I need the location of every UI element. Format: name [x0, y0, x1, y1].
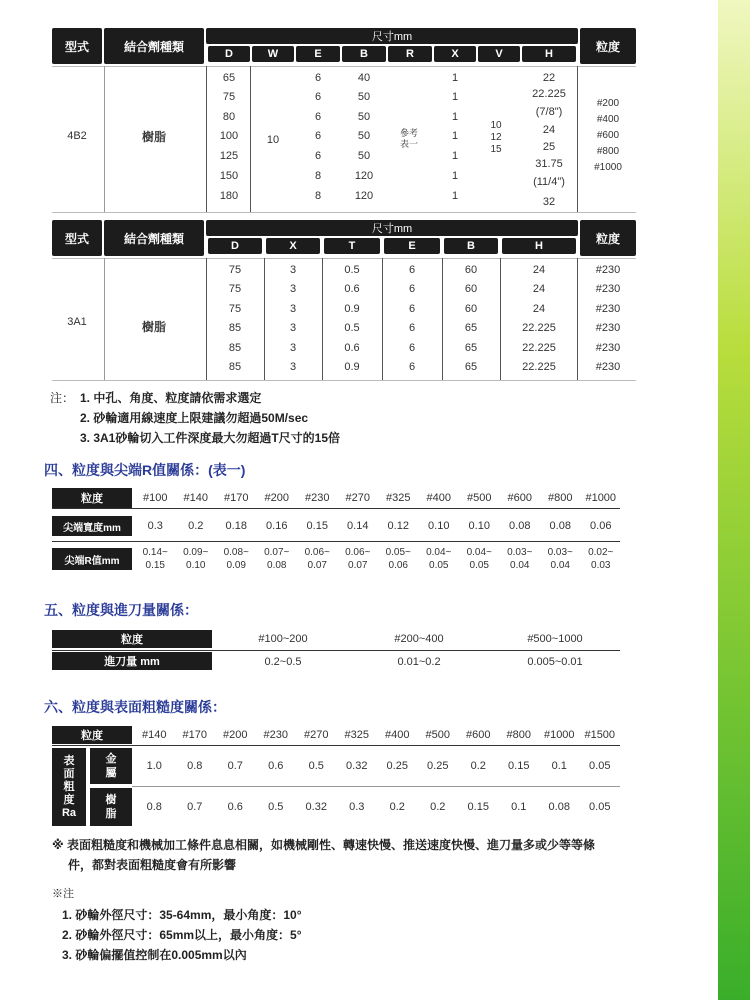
metal-roughness-value: 0.1	[551, 760, 567, 772]
metal-roughness-value: 0.25	[386, 760, 408, 772]
grit-value: #140	[142, 729, 167, 741]
grit-value: #500	[425, 729, 450, 741]
notes-label: ※注	[52, 887, 74, 900]
cell-d: 85	[228, 361, 242, 373]
label-char: 面	[63, 767, 75, 780]
cell-e: 6	[314, 91, 322, 103]
tip-radius-label: 尖端R值mm	[52, 548, 132, 570]
tip-radius-range-end: 0.04	[510, 560, 530, 571]
cell-d: 75	[228, 264, 242, 276]
tip-width-value: 0.12	[387, 520, 409, 532]
divider	[52, 212, 636, 213]
grit-value: #500	[467, 492, 492, 504]
cell-d: 100	[219, 130, 239, 142]
tip-radius-value	[257, 546, 298, 572]
cell-d: 75	[222, 91, 236, 103]
grit-list	[580, 96, 636, 176]
tip-radius-range-end: 0.10	[186, 560, 206, 571]
cell-x: 3	[289, 322, 297, 335]
metal-roughness-value: 1.0	[146, 760, 162, 772]
tip-radius-value	[540, 546, 581, 572]
note-item: 2. 砂輪適用線速度上限建議勿超過50M/sec	[80, 411, 309, 425]
grit-value: #200	[264, 492, 289, 504]
cell-b: 60	[464, 283, 478, 296]
grit-value: #100	[143, 492, 168, 504]
grit-value: #1000	[585, 492, 617, 504]
tip-radius-range-end: 0.07	[348, 560, 368, 571]
green-side-bar	[718, 0, 750, 1000]
dimension-subheader: H	[522, 46, 576, 62]
resin-roughness-value: 0.15	[467, 801, 489, 813]
grit-value: #230	[305, 492, 330, 504]
cell-e: 8	[314, 190, 322, 202]
tip-radius-value	[176, 546, 217, 572]
tip-radius-range-end: 0.03	[591, 560, 611, 571]
cell-t: 0.5	[344, 264, 360, 276]
divider	[577, 258, 578, 380]
section-title: 六、粒度與表面粗糙度關係：	[44, 699, 226, 715]
divider	[52, 258, 636, 259]
cell-b: 120	[354, 170, 374, 182]
label-char: 度	[63, 793, 75, 806]
cell-d: 75	[228, 302, 242, 315]
cell-d: 65	[222, 72, 236, 84]
cell-h: 22	[542, 72, 556, 84]
resin-roughness-value: 0.1	[511, 801, 527, 813]
tip-width-value: 0.10	[428, 520, 450, 532]
grit-value: #140	[183, 492, 208, 504]
tip-radius-range-start: 0.07~	[264, 547, 290, 558]
cell-h: (11/4")	[533, 176, 565, 188]
grit-value: #600	[507, 492, 532, 504]
dimension-subheader: R	[388, 46, 432, 62]
grit-value: #400	[426, 492, 451, 504]
cell-e: 6	[408, 283, 416, 296]
grit-value: #800	[506, 729, 531, 741]
grit-value: #800	[596, 146, 620, 157]
tip-width-value: 0.3	[147, 520, 163, 532]
cell-h: 31.75	[535, 158, 563, 170]
remark-line: 件，都對表面粗糙度會有所影響	[68, 858, 237, 872]
cell-b: 40	[357, 72, 371, 84]
cell-b: 50	[357, 130, 371, 142]
grit-value: #1000	[543, 729, 575, 741]
grit-value: #600	[466, 729, 491, 741]
cell-grit: #230	[595, 341, 621, 354]
cell-b: 65	[464, 341, 478, 354]
divider	[52, 650, 620, 651]
cell-b: 60	[464, 302, 478, 315]
tip-width-value: 0.10	[468, 520, 490, 532]
cell-d: 85	[228, 341, 242, 354]
cell-e: 6	[408, 302, 416, 315]
tip-radius-value	[135, 546, 176, 572]
cell-d: 125	[219, 150, 239, 162]
cell-t: 0.9	[344, 361, 360, 373]
cell-e: 6	[314, 111, 322, 123]
grit-value: #200	[223, 729, 248, 741]
cell-grit: #230	[595, 302, 621, 315]
col-header-dimension: 尺寸mm	[206, 28, 578, 44]
grit-label: 粒度	[52, 726, 132, 744]
cell-h: 24	[542, 124, 556, 136]
divider	[52, 380, 636, 381]
note-item: 1. 砂輪外徑尺寸：35-64mm，最小角度：10°	[62, 908, 302, 922]
resin-roughness-value: 0.2	[389, 801, 405, 813]
grit-value: #270	[345, 492, 370, 504]
cell-d: 75	[228, 283, 242, 296]
resin-roughness-value: 0.2	[430, 801, 446, 813]
cell-h: 24	[532, 283, 546, 296]
tip-width-value: 0.16	[266, 520, 288, 532]
dimension-subheader: E	[384, 238, 440, 254]
cell-h: 22.225	[522, 341, 556, 354]
cell-d: 180	[219, 190, 239, 202]
cell-e: 6	[408, 341, 416, 354]
grit-value: #170	[224, 492, 249, 504]
cell-h: 22.225	[522, 322, 556, 335]
label-char: 脂	[105, 808, 117, 820]
remark-line: ※ 表面粗糙度和機械加工條件息息相關，如機械剛性、轉速快慢、推送速度快慢、進刀量多或少等等條	[52, 838, 596, 852]
dimension-subheader: B	[342, 46, 386, 62]
cell-e: 6	[408, 322, 416, 335]
tip-radius-range-start: 0.03~	[547, 547, 573, 558]
grit-value: #270	[304, 729, 329, 741]
tip-width-value: 0.06	[590, 520, 612, 532]
divider	[322, 258, 323, 380]
grit-value: #230	[263, 729, 288, 741]
col-header-grit: 粒度	[580, 220, 636, 256]
divider	[52, 508, 620, 509]
cell-h: (7/8")	[535, 106, 563, 118]
dimension-subheader: H	[502, 238, 576, 254]
tip-width-value: 0.08	[509, 520, 531, 532]
label-char: 表	[63, 754, 75, 767]
tip-radius-range-start: 0.04~	[426, 547, 452, 558]
cell-t: 0.9	[344, 302, 360, 315]
tip-width-value: 0.2	[188, 520, 204, 532]
cell-grit: #230	[595, 283, 621, 296]
resin-roughness-value: 0.32	[305, 801, 327, 813]
surface-roughness-label	[52, 748, 86, 826]
dimension-subheader: B	[444, 238, 498, 254]
divider	[52, 541, 620, 542]
label-char: 金	[105, 753, 117, 765]
feed-range: 0.005~0.01	[527, 656, 583, 668]
cell-x: 3	[289, 302, 297, 315]
feed-label: 進刀量 mm	[52, 652, 212, 670]
divider	[104, 258, 105, 380]
cell-x: 3	[289, 264, 297, 276]
feed-range: 0.01~0.2	[397, 656, 441, 668]
section-title: 五、粒度與進刀量關係：	[44, 602, 198, 618]
tip-radius-range-start: 0.14~	[142, 547, 168, 558]
cell-e: 6	[408, 264, 416, 276]
dimension-subheader: D	[208, 46, 250, 62]
cell-d: 150	[219, 170, 239, 182]
tip-radius-range-start: 0.06~	[304, 547, 330, 558]
cell-h: 24	[532, 264, 546, 276]
tip-radius-value	[338, 546, 379, 572]
divider	[264, 258, 265, 380]
divider	[132, 786, 620, 787]
divider	[104, 66, 105, 212]
resin-roughness-value: 0.8	[146, 801, 162, 813]
cell-grit: #230	[595, 322, 621, 335]
grit-label: 粒度	[52, 488, 132, 508]
cell-b: 50	[357, 111, 371, 123]
label-char: Ra	[61, 806, 77, 819]
tip-width-value: 0.14	[347, 520, 369, 532]
tip-radius-range-start: 0.05~	[385, 547, 411, 558]
note-item: 3. 砂輪偏擺值控制在0.005mm以內	[62, 948, 247, 962]
binder-resin: 樹脂	[141, 130, 166, 144]
divider	[500, 258, 501, 380]
cell-b: 65	[464, 322, 478, 335]
resin-label	[90, 788, 132, 826]
divider	[52, 745, 620, 746]
cell-x: 1	[451, 72, 459, 84]
cell-d: 80	[222, 111, 236, 123]
metal-roughness-value: 0.8	[187, 760, 203, 772]
resin-roughness-value: 0.5	[268, 801, 284, 813]
col-header-binder: 結合劑種類	[104, 220, 204, 256]
label-char: 屬	[105, 767, 117, 779]
col-header-type: 型式	[52, 28, 102, 64]
grit-value: #1000	[594, 162, 622, 173]
tip-radius-range-end: 0.05	[469, 560, 489, 571]
tip-radius-range-end: 0.04	[550, 560, 570, 571]
metal-roughness-value: 0.6	[268, 760, 284, 772]
metal-roughness-value: 0.2	[470, 760, 486, 772]
resin-roughness-value: 0.6	[227, 801, 243, 813]
cell-x: 1	[451, 190, 459, 202]
grit-range: #200~400	[394, 633, 444, 645]
tip-width-value: 0.18	[225, 520, 247, 532]
cell-x: 1	[451, 91, 459, 103]
grit-value: #600	[596, 130, 620, 141]
binder-resin: 樹脂	[141, 320, 166, 334]
tip-radius-range-start: 0.04~	[466, 547, 492, 558]
note-item: 1. 中孔、角度、粒度請依需求選定	[80, 391, 262, 405]
dimension-subheader: D	[208, 238, 262, 254]
notes-label: 注：	[50, 391, 75, 405]
grit-range: #500~1000	[527, 633, 583, 645]
cell-b: 50	[357, 91, 371, 103]
metal-roughness-value: 0.15	[508, 760, 530, 772]
section-title: 四、粒度與尖端R值關係：(表一)	[44, 462, 246, 478]
tip-radius-value	[297, 546, 338, 572]
model-4b2: 4B2	[67, 130, 87, 142]
metal-roughness-value: 0.7	[227, 760, 243, 772]
model-3a1: 3A1	[67, 316, 87, 328]
cell-b: 60	[464, 264, 478, 276]
note-item: 2. 砂輪外徑尺寸：65mm以上，最小角度：5°	[62, 928, 302, 942]
cell-grit: #230	[595, 264, 621, 276]
dimension-subheader: W	[252, 46, 294, 62]
grit-value: #400	[385, 729, 410, 741]
divider	[382, 258, 383, 380]
tip-radius-range-start: 0.02~	[588, 547, 614, 558]
col-header-type: 型式	[52, 220, 102, 256]
grit-value: #325	[386, 492, 411, 504]
tip-radius-value	[459, 546, 500, 572]
resin-roughness-value: 0.08	[548, 801, 570, 813]
cell-b: 50	[357, 150, 371, 162]
col-header-grit: 粒度	[580, 28, 636, 64]
tip-radius-value	[419, 546, 460, 572]
label-char: 樹	[105, 794, 117, 806]
cell-e: 6	[314, 150, 322, 162]
r-reference-line: 表一	[399, 139, 418, 149]
divider	[206, 66, 207, 212]
cell-t: 0.6	[344, 341, 360, 354]
label-char: 粗	[63, 780, 75, 793]
grit-value: #325	[344, 729, 369, 741]
r-reference-line: 參考	[399, 128, 418, 138]
col-header-binder: 結合劑種類	[104, 28, 204, 64]
tip-radius-value	[581, 546, 622, 572]
resin-roughness-value: 0.05	[589, 801, 611, 813]
cell-grit: #230	[595, 361, 621, 373]
cell-x: 1	[451, 130, 459, 142]
feed-range: 0.2~0.5	[264, 656, 302, 668]
metal-roughness-value: 0.05	[589, 760, 611, 772]
grit-range: #100~200	[258, 633, 308, 645]
tip-width-value: 0.15	[306, 520, 328, 532]
cell-b: 65	[464, 361, 478, 373]
tip-radius-value	[500, 546, 541, 572]
cell-h: 32	[542, 196, 556, 208]
cell-e: 8	[314, 170, 322, 182]
divider	[577, 66, 578, 212]
cell-x: 3	[289, 283, 297, 296]
note-item: 3. 3A1砂輪切入工件深度最大勿超過T尺寸的15倍	[80, 431, 341, 445]
v-value: 10	[490, 120, 502, 131]
tip-width-label: 尖端寬度mm	[52, 516, 132, 536]
cell-d: 85	[228, 322, 242, 335]
metal-label	[90, 748, 132, 784]
grit-label: 粒度	[52, 630, 212, 648]
r-reference	[386, 128, 432, 150]
tip-radius-range-start: 0.09~	[183, 547, 209, 558]
cell-x: 3	[289, 341, 297, 354]
dimension-subheader: T	[324, 238, 380, 254]
grit-value: #400	[596, 114, 620, 125]
divider	[206, 258, 207, 380]
v-value: 15	[490, 144, 502, 155]
grit-value: #1500	[584, 729, 616, 741]
tip-radius-range-end: 0.07	[307, 560, 327, 571]
tip-radius-range-start: 0.08~	[223, 547, 249, 558]
tip-radius-range-start: 0.06~	[345, 547, 371, 558]
resin-roughness-value: 0.3	[349, 801, 365, 813]
cell-x: 1	[451, 170, 459, 182]
grit-value: #800	[548, 492, 573, 504]
divider	[442, 258, 443, 380]
dimension-subheader: E	[296, 46, 340, 62]
grit-value: #170	[182, 729, 207, 741]
v-value: 12	[490, 132, 502, 143]
metal-roughness-value: 0.25	[427, 760, 449, 772]
cell-x: 3	[289, 361, 297, 373]
tip-radius-range-end: 0.08	[267, 560, 287, 571]
cell-b: 120	[354, 190, 374, 202]
cell-h: 24	[532, 302, 546, 315]
grit-value: #200	[596, 98, 620, 109]
v-values	[476, 120, 516, 156]
metal-roughness-value: 0.5	[308, 760, 324, 772]
cell-t: 0.5	[344, 322, 360, 335]
tip-radius-range-end: 0.06	[388, 560, 408, 571]
tip-radius-value	[378, 546, 419, 572]
col-header-dimension: 尺寸mm	[206, 220, 578, 236]
cell-t: 0.6	[344, 283, 360, 296]
resin-roughness-value: 0.7	[187, 801, 203, 813]
cell-h: 22.225	[522, 361, 556, 373]
tip-radius-range-end: 0.05	[429, 560, 449, 571]
tip-radius-range-start: 0.03~	[507, 547, 533, 558]
dimension-subheader: V	[478, 46, 520, 62]
divider	[52, 66, 636, 67]
tip-radius-range-end: 0.09	[226, 560, 246, 571]
cell-e: 6	[408, 361, 416, 373]
dimension-subheader: X	[434, 46, 476, 62]
cell-h: 25	[542, 141, 556, 153]
tip-width-value: 0.08	[549, 520, 571, 532]
cell-e: 6	[314, 72, 322, 84]
cell-x: 1	[451, 150, 459, 162]
cell-x: 1	[451, 111, 459, 123]
metal-roughness-value: 0.32	[346, 760, 368, 772]
w-value: 10	[266, 134, 280, 146]
cell-e: 6	[314, 130, 322, 142]
tip-radius-value	[216, 546, 257, 572]
dimension-subheader: X	[266, 238, 320, 254]
tip-radius-range-end: 0.15	[145, 560, 165, 571]
cell-h: 22.225	[532, 88, 566, 100]
